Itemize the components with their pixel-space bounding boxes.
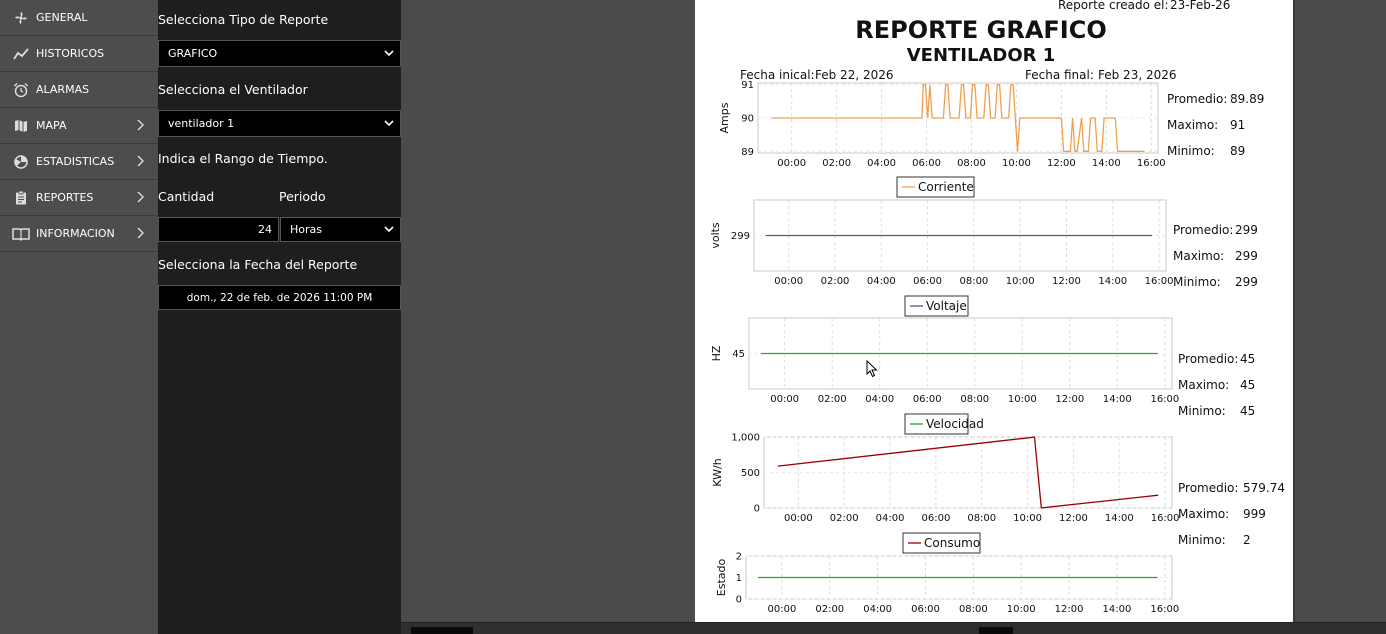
chevron-down-icon [383, 224, 395, 237]
map-icon [12, 117, 30, 135]
x-tick-label: 04:00 [866, 276, 896, 287]
chevron-right-icon [136, 227, 144, 242]
x-tick-label: 04:00 [863, 604, 893, 615]
stat-minimo-value: 45 [1240, 404, 1256, 418]
trend-icon [12, 45, 30, 63]
mouse-cursor-icon [866, 360, 878, 378]
y-tick-label: 0 [753, 503, 760, 515]
fecha-inicial-value: Feb 22, 2026 [815, 68, 894, 82]
stat-maximo-value: 999 [1243, 507, 1266, 521]
x-tick-label: 02:00 [817, 394, 847, 405]
stat-minimo-value: 89 [1230, 144, 1246, 158]
y-tick-label: 89 [741, 146, 754, 158]
x-tick-label: 12:00 [1046, 158, 1076, 169]
x-tick-label: 02:00 [822, 158, 852, 169]
report-form-panel [158, 0, 401, 634]
stat-minimo-value: 299 [1235, 275, 1258, 289]
y-tick-label: 299 [730, 231, 750, 242]
y-tick-label: 2 [735, 551, 742, 563]
stat-maximo-label: Maximo: [1167, 118, 1219, 132]
fecha-reporte-input[interactable]: dom., 22 de feb. de 2026 11:00 PM [158, 285, 401, 310]
sidebar-item-mapa[interactable] [0, 108, 158, 144]
x-tick-label: 00:00 [777, 158, 807, 169]
x-tick-label: 14:00 [1104, 513, 1134, 524]
y-axis-label: Estado [715, 558, 728, 597]
sidebar-item-alarmas[interactable] [0, 72, 158, 108]
alarm-clock-icon [12, 81, 30, 99]
sidebar-item-estadisticas[interactable] [0, 144, 158, 180]
x-tick-label: 00:00 [767, 604, 797, 615]
created-value: 23-Feb-26 [1170, 0, 1231, 12]
tipo-reporte-label: Selecciona Tipo de Reporte [158, 12, 329, 27]
x-tick-label: 10:00 [1013, 513, 1043, 524]
x-tick-label: 12:00 [1052, 276, 1081, 287]
chevron-right-icon [136, 155, 144, 170]
x-tick-label: 10:00 [1007, 394, 1037, 405]
rango-tiempo-label: Indica el Rango de Tiempo. [158, 151, 328, 166]
periodo-select[interactable] [280, 217, 401, 242]
y-tick-label: 1 [735, 573, 742, 584]
x-tick-label: 16:00 [1150, 513, 1180, 524]
fecha-final-label: Fecha final: [1025, 68, 1094, 82]
stat-promedio-value: 89.89 [1230, 92, 1265, 106]
x-tick-label: 12:00 [1059, 513, 1088, 524]
x-tick-label: 12:00 [1054, 604, 1084, 615]
report-page [695, 0, 1295, 622]
stat-promedio-value: 299 [1235, 223, 1258, 237]
stat-maximo-label: Maximo: [1178, 378, 1230, 392]
stat-maximo-label: Maximo: [1173, 249, 1225, 263]
chevron-right-icon [136, 191, 144, 206]
x-tick-label: 02:00 [820, 276, 850, 287]
viewer-toolbar [401, 622, 1386, 634]
sidebar-item-label: MAPA [36, 119, 67, 132]
stat-minimo-label: Minimo: [1167, 144, 1215, 158]
x-tick-label: 16:00 [1150, 604, 1180, 615]
periodo-value: Horas [290, 223, 322, 236]
clipboard-icon [12, 189, 30, 207]
y-axis-label: KW/h [711, 458, 724, 487]
toolbar-control[interactable] [411, 627, 473, 634]
cantidad-label: Cantidad [158, 189, 215, 204]
y-axis-label: volts [709, 222, 722, 249]
stat-minimo-value: 2 [1243, 533, 1251, 547]
stat-maximo-label: Maximo: [1178, 507, 1230, 521]
x-tick-label: 10:00 [1002, 158, 1031, 169]
x-tick-label: 14:00 [1098, 276, 1128, 287]
cantidad-input[interactable]: 24 [158, 217, 279, 242]
report-title: REPORTE GRAFICO [855, 16, 1107, 44]
pie-chart-icon [12, 153, 30, 171]
sidebar-item-general[interactable] [0, 0, 158, 36]
x-tick-label: 14:00 [1091, 158, 1121, 169]
y-tick-label: 500 [740, 468, 760, 479]
tipo-reporte-value: GRAFICO [168, 47, 218, 60]
report-charts [695, 0, 1295, 622]
x-tick-label: 12:00 [1055, 394, 1085, 405]
x-tick-label: 10:00 [1005, 276, 1035, 287]
stat-promedio-value: 579.74 [1243, 481, 1285, 495]
x-tick-label: 10:00 [1006, 604, 1036, 615]
stat-minimo-label: Minimo: [1178, 533, 1226, 547]
x-tick-label: 16:00 [1150, 394, 1180, 405]
x-tick-label: 14:00 [1102, 604, 1132, 615]
book-icon [12, 225, 30, 243]
stat-maximo-value: 45 [1240, 378, 1256, 392]
chevron-down-icon [383, 48, 395, 61]
x-tick-label: 06:00 [912, 394, 942, 405]
stat-promedio-label: Promedio: [1178, 352, 1239, 366]
y-tick-label: 45 [732, 349, 745, 360]
fecha-final-value: Feb 23, 2026 [1098, 68, 1177, 82]
sidebar-item-label: GENERAL [36, 11, 88, 24]
x-tick-label: 08:00 [960, 394, 990, 405]
x-tick-label: 00:00 [774, 276, 804, 287]
x-tick-label: 16:00 [1144, 276, 1174, 287]
stat-promedio-label: Promedio: [1173, 223, 1234, 237]
ventilador-label: Selecciona el Ventilador [158, 82, 308, 97]
stat-promedio-value: 45 [1240, 352, 1256, 366]
sidebar-item-informacion[interactable] [0, 216, 158, 252]
x-tick-label: 04:00 [865, 394, 895, 405]
created-label: Reporte creado el: [1058, 0, 1169, 12]
sidebar-item-label: ESTADISTICAS [36, 155, 115, 168]
x-tick-label: 16:00 [1136, 158, 1166, 169]
x-tick-label: 08:00 [957, 158, 986, 169]
ventilador-value: ventilador 1 [168, 117, 235, 130]
x-tick-label: 14:00 [1102, 394, 1132, 405]
x-tick-label: 06:00 [921, 513, 951, 524]
stat-promedio-label: Promedio: [1167, 92, 1228, 106]
x-tick-label: 06:00 [911, 604, 940, 615]
sidebar-item-label: ALARMAS [36, 83, 90, 96]
x-tick-label: 04:00 [875, 513, 905, 524]
stat-maximo-value: 299 [1235, 249, 1258, 263]
sidebar-item-reportes[interactable] [0, 180, 158, 216]
y-tick-label: 1,000 [731, 432, 760, 444]
y-axis-label: Amps [718, 102, 731, 134]
stat-minimo-label: Minimo: [1178, 404, 1226, 418]
y-tick-label: 91 [741, 80, 754, 92]
chevron-down-icon [383, 118, 395, 131]
x-tick-label: 00:00 [770, 394, 800, 405]
sidebar-item-historicos[interactable] [0, 36, 158, 72]
x-tick-label: 06:00 [913, 276, 943, 287]
report-subtitle: VENTILADOR 1 [906, 45, 1056, 66]
x-tick-label: 02:00 [829, 513, 859, 524]
ventilador-select[interactable] [158, 110, 401, 137]
fan-icon [12, 9, 30, 27]
fecha-reporte-label: Selecciona la Fecha del Reporte [158, 257, 358, 272]
stat-maximo-value: 91 [1230, 118, 1246, 132]
stat-minimo-label: Minimo: [1173, 275, 1221, 289]
x-tick-label: 08:00 [959, 276, 989, 287]
legend-label: Corriente [918, 180, 974, 194]
legend-label: Velocidad [926, 417, 984, 431]
x-tick-label: 08:00 [958, 604, 988, 615]
x-tick-label: 04:00 [867, 158, 897, 169]
sidebar-item-label: REPORTES [36, 191, 94, 204]
sidebar [0, 0, 158, 634]
stat-promedio-label: Promedio: [1178, 481, 1239, 495]
toolbar-control[interactable] [979, 627, 1013, 634]
chevron-right-icon [136, 119, 144, 134]
y-tick-label: 90 [741, 113, 754, 125]
y-tick-label: 0 [735, 594, 742, 606]
x-tick-label: 02:00 [815, 604, 845, 615]
x-tick-label: 00:00 [783, 513, 813, 524]
x-tick-label: 08:00 [967, 513, 997, 524]
y-axis-label: HZ [710, 345, 723, 362]
sidebar-item-label: INFORMACION [36, 227, 115, 240]
sidebar-item-label: HISTORICOS [36, 47, 105, 60]
x-tick-label: 06:00 [912, 158, 941, 169]
tipo-reporte-select[interactable] [158, 40, 401, 67]
periodo-label: Periodo [279, 189, 326, 204]
legend-label: Consumo [924, 536, 981, 550]
legend-label: Voltaje [926, 299, 967, 313]
fecha-inicial-label: Fecha inical: [740, 68, 815, 82]
